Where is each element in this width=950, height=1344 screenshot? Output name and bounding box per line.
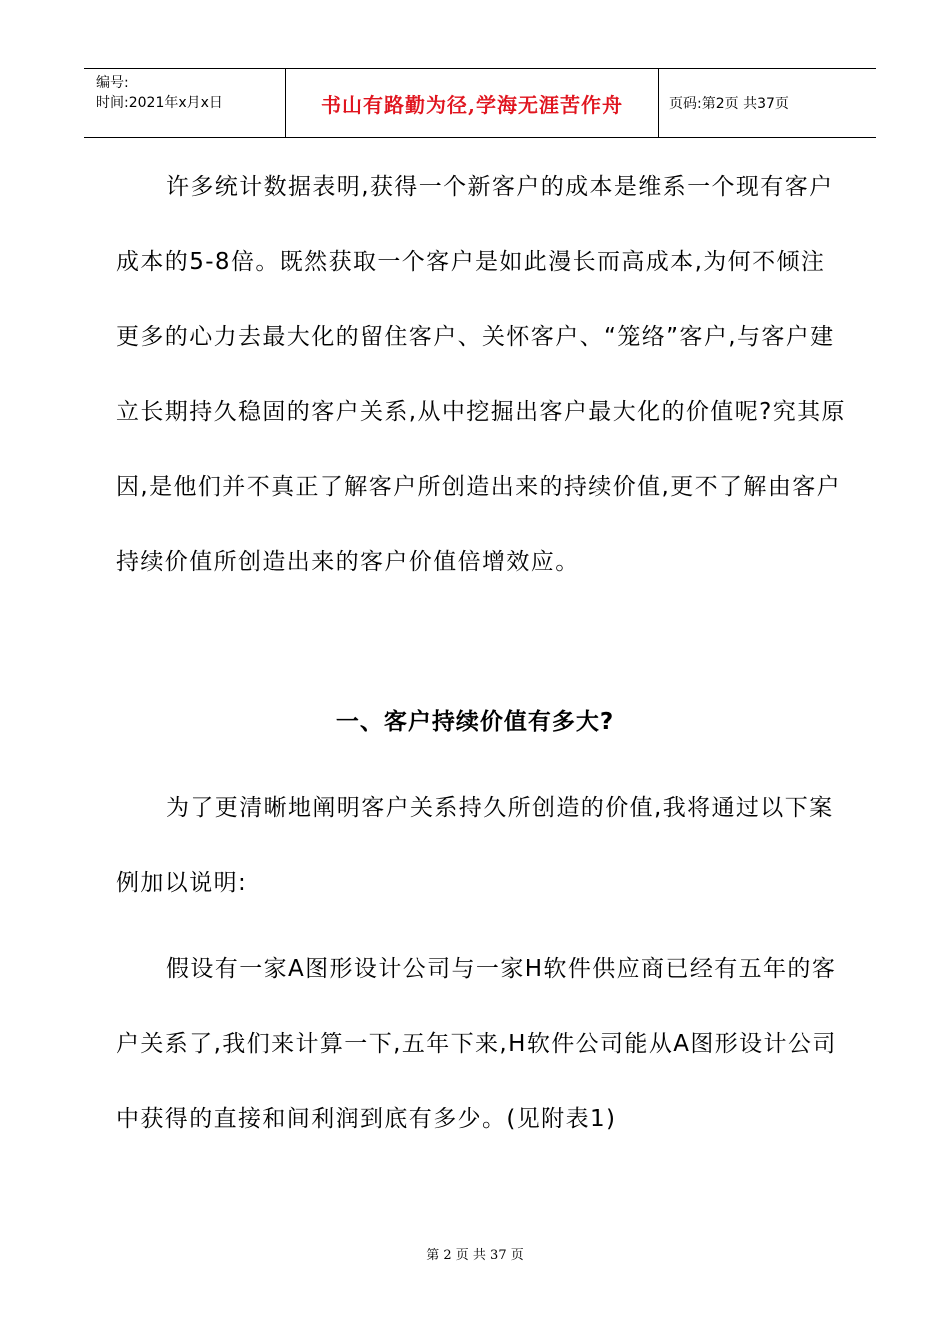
page-footer: 第 2 页 共 37 页: [426, 1248, 524, 1263]
document-number-label: 编号:: [96, 75, 129, 91]
page-header: [84, 68, 876, 138]
header-motto: 书山有路勤为径,学海无涯苦作舟: [286, 69, 659, 137]
body-paragraph-1: 许多统计数据表明,获得一个新客户的成本是维系一个现有客户成本的5-8倍。既然获取一个客户是如此漫长而高成本,为何不倾注更多的心力去最大化的留住客户、关怀客户、“笼络”客户,与客户建立长期持久稳固的客户关系,从中挖掘出客户最大化的价值呢?究其原因,是他们并不真正了解客户所创造出来的持续价值,更不了解由客户持续价值所创造出来的客户价值倍增效应。: [116, 174, 846, 575]
body-paragraph-3: 假设有一家A图形设计公司与一家H软件供应商已经有五年的客户关系了,我们来计算一下,五年下来,H软件公司能从A图形设计公司中获得的直接和间利润到底有多少。(见附表1): [116, 956, 837, 1132]
section-heading: 一、客户持续价值有多大?: [335, 709, 615, 735]
body-paragraph-2: 为了更清晰地阐明客户关系持久所创造的价值,我将通过以下案例加以说明:: [116, 795, 834, 896]
header-info-cell: [84, 69, 286, 137]
header-page-number: 页码:第2页 共37页: [669, 96, 789, 112]
document-time-label: 时间:2021年x月x日: [96, 95, 223, 111]
